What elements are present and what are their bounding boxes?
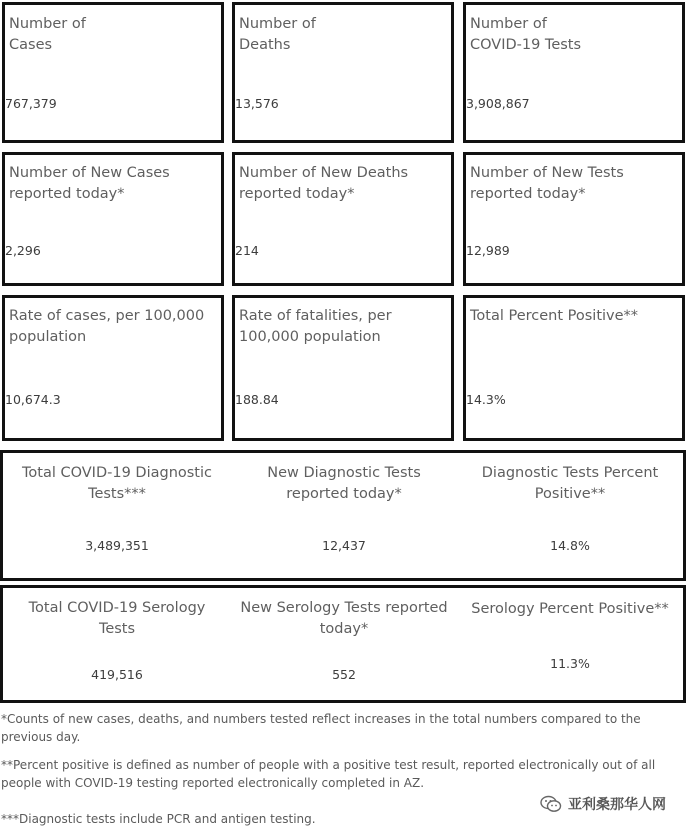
footnote-diagnostic-tests: ***Diagnostic tests include PCR and antigen testing. (1, 812, 316, 826)
new-tests-label: Number of New Tests reported today* (470, 165, 624, 202)
tests-label: Number of COVID-19 Tests (470, 16, 582, 53)
cases-card (2, 2, 224, 143)
new-cases-label: Number of New Cases reported today* (9, 165, 170, 202)
serology-percent-value: 11.3% (550, 656, 590, 671)
new-deaths-card (232, 152, 454, 286)
cases-value: 767,379 (5, 96, 57, 111)
case-rate-label: Rate of cases, per 100,000 population (9, 308, 205, 345)
deaths-label: Number of Deaths (239, 16, 316, 53)
new-tests-card (463, 152, 685, 286)
percent-positive-label: Total Percent Positive** (470, 308, 639, 324)
diagnostic-total-cell (3, 453, 231, 578)
diagnostic-new-value: 12,437 (322, 538, 366, 553)
diagnostic-total-value: 3,489,351 (85, 538, 149, 553)
percent-positive-card (463, 295, 685, 441)
serology-new-value: 552 (332, 667, 356, 682)
diagnostic-new-label: New Diagnostic Tests reported today* (267, 465, 421, 502)
tests-value: 3,908,867 (466, 96, 530, 111)
footnote-new-counts: *Counts of new cases, deaths, and numbers tested reflect increases in the total numbers compared to the previous day. (1, 712, 641, 744)
serology-total-value: 419,516 (91, 667, 143, 682)
diagnostic-percent-value: 14.8% (550, 538, 590, 553)
footnote-percent-positive: **Percent positive is defined as number of people with a positive test result, reported electronically out of all people with COVID-19 testing reported electronically completed in AZ. (1, 758, 656, 790)
fatality-rate-card (232, 295, 454, 441)
new-cases-card (2, 152, 224, 286)
case-rate-value: 10,674.3 (5, 392, 61, 407)
new-deaths-label: Number of New Deaths reported today* (239, 165, 409, 202)
percent-positive-value: 14.3% (466, 392, 506, 407)
serology-percent-cell (457, 588, 683, 700)
serology-tests-panel (0, 585, 686, 703)
tests-card (463, 2, 685, 143)
diagnostic-new-cell (231, 453, 457, 578)
deaths-value: 13,576 (235, 96, 279, 111)
wechat-icon (540, 795, 562, 813)
fatality-rate-value: 188.84 (235, 392, 279, 407)
deaths-card (232, 2, 454, 143)
new-cases-value: 2,296 (5, 243, 41, 258)
diagnostic-percent-cell (457, 453, 683, 578)
cases-label: Number of Cases (9, 16, 86, 53)
fatality-rate-label: Rate of fatalities, per 100,000 population (239, 308, 392, 345)
serology-percent-label: Serology Percent Positive** (471, 601, 669, 617)
serology-total-cell (3, 588, 231, 700)
diagnostic-percent-label: Diagnostic Tests Percent Positive** (481, 465, 659, 502)
new-deaths-value: 214 (235, 243, 259, 258)
serology-new-cell (231, 588, 457, 700)
diagnostic-tests-panel (0, 450, 686, 581)
serology-new-label: New Serology Tests reported today* (240, 600, 448, 637)
case-rate-card (2, 295, 224, 441)
watermark-text: 亚利桑那华人网 (568, 797, 666, 813)
watermark (540, 794, 666, 814)
diagnostic-total-label: Total COVID-19 Diagnostic Tests*** (22, 465, 212, 502)
serology-total-label: Total COVID-19 Serology Tests (28, 600, 206, 637)
new-tests-value: 12,989 (466, 243, 510, 258)
